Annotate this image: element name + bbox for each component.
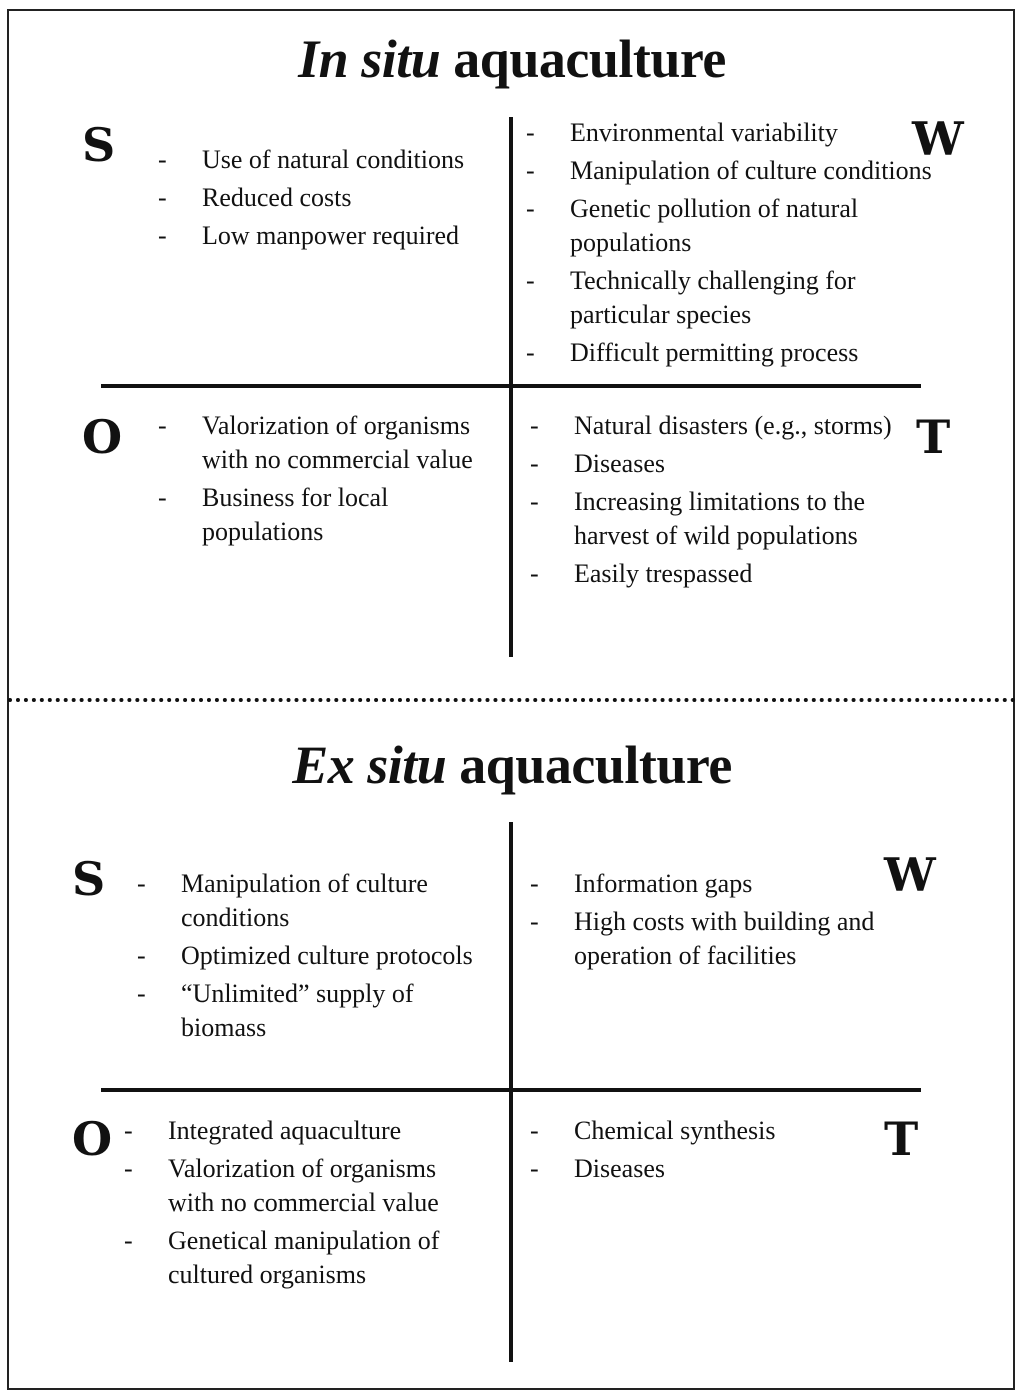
list-item: - Manipulation of culture conditions [526,154,966,188]
ex-situ-weaknesses-letter: W [884,848,936,902]
list-item: - Genetical manipulation of cultured organisms [124,1224,488,1292]
list-item: - Diseases [530,447,930,481]
ex-situ-opportunities-letter: O [72,1112,113,1166]
list-item: - Optimized culture protocols [137,939,507,973]
in-situ-strengths-list [158,143,503,257]
in-situ-weaknesses-list [526,116,966,374]
list-item: - Information gaps [530,867,910,901]
ex-situ-threats-letter: T [884,1112,919,1166]
list-item: - Difficult permitting process [526,336,966,370]
ex-situ-horizontal-axis [101,1088,921,1092]
list-item: - Valorization of organisms with no commercial value [124,1152,488,1220]
in-situ-horizontal-axis [101,384,921,388]
in-situ-strengths-letter: S [82,118,116,172]
list-item: - Diseases [530,1152,870,1186]
ex-situ-weaknesses-list [530,867,910,977]
list-item: - Environmental variability [526,116,966,150]
ex-situ-title-italic: Ex situ [292,735,447,795]
list-item: - “Unlimited” supply of biomass [137,977,451,1045]
list-item: - Manipulation of culture conditions [137,867,461,935]
list-item: - High costs with building and operation of facilities [530,905,914,973]
in-situ-opportunities-letter: O [82,410,123,464]
ex-situ-opportunities-list [124,1114,504,1296]
list-item: - Reduced costs [158,181,503,215]
ex-situ-strengths-list [137,867,507,1049]
in-situ-opportunities-list [158,409,498,553]
in-situ-title [0,28,1024,90]
list-item: - Natural disasters (e.g., storms) [530,409,930,443]
in-situ-title-italic: In situ [298,29,441,89]
ex-situ-title-rest: aquaculture [446,735,732,795]
list-item: - Low manpower required [158,219,503,253]
list-item: - Business for local populations [158,481,432,549]
in-situ-title-rest: aquaculture [440,29,726,89]
list-item: - Integrated aquaculture [124,1114,504,1148]
in-situ-threats-letter: T [916,410,951,464]
in-situ-weaknesses-letter: W [912,112,964,166]
list-item: - Increasing limitations to the harvest of wild populations [530,485,904,553]
list-item: - Use of natural conditions [158,143,503,177]
ex-situ-strengths-letter: S [72,852,106,906]
ex-situ-threats-list [530,1114,870,1190]
in-situ-threats-list [530,409,930,595]
list-item: - Genetic pollution of natural populations [526,192,870,260]
list-item: - Chemical synthesis [530,1114,870,1148]
list-item: - Easily trespassed [530,557,930,591]
list-item: - Technically challenging for particular species [526,264,900,332]
panel-divider [8,698,1016,702]
ex-situ-title [0,734,1024,796]
ex-situ-vertical-axis [509,822,513,1362]
list-item: - Valorization of organisms with no commercial value [158,409,498,477]
